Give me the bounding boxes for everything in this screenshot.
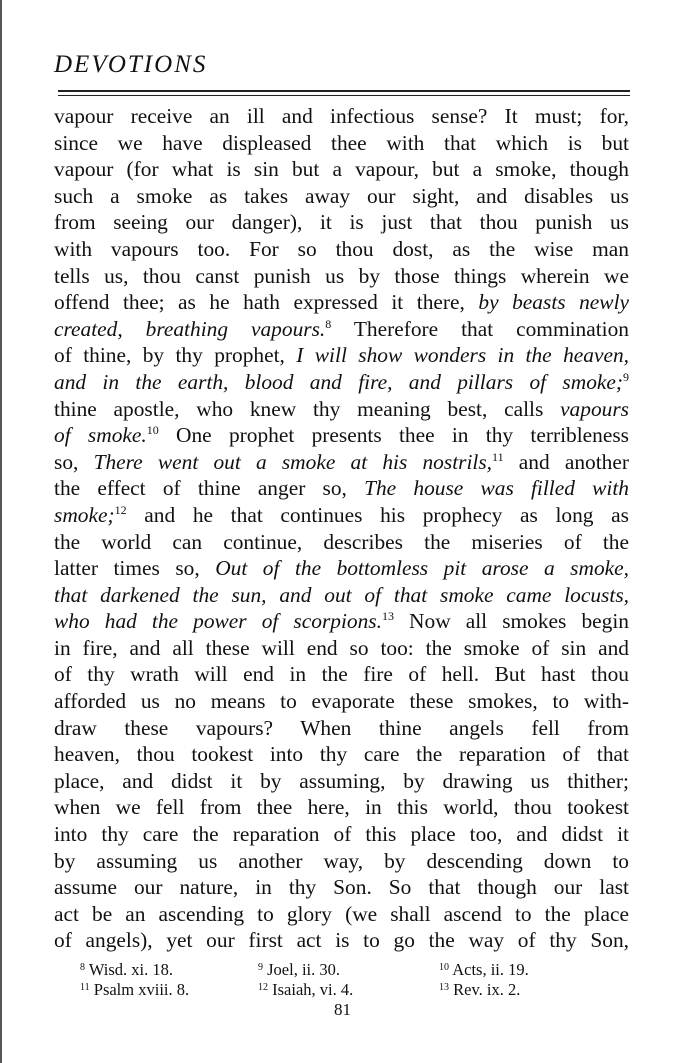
text-line	[54, 316, 629, 343]
page-number: 81	[334, 1000, 351, 1019]
text-line	[54, 608, 629, 635]
text-line: with vapours too. For so thou dost, as the wise man	[54, 236, 629, 261]
text-run: Therefore that commination	[331, 316, 629, 341]
footnote-row	[80, 960, 600, 980]
italic-run: vapours	[560, 396, 629, 421]
text-run: and he that continues his prophecy as long as	[126, 502, 629, 527]
text-line	[54, 369, 629, 396]
italic-run: created, breathing vapours.	[54, 316, 326, 341]
footnote-number: 9	[258, 962, 263, 973]
italic-run: who had the power of scorpions.	[54, 609, 382, 634]
footnote-text: Psalm xviii. 8.	[93, 980, 190, 999]
footnote-ref: 10	[146, 423, 159, 438]
footnote-ref: 8	[325, 316, 332, 331]
italic-run: The house was filled with	[364, 476, 629, 501]
text-line: since we have displeased thee with that which is but	[54, 130, 629, 155]
footnote-number: 13	[439, 982, 449, 993]
page-edge	[0, 0, 2, 1063]
footnote-text: Isaiah, vi. 4.	[272, 980, 354, 999]
text-line: from seeing our danger), it is just that thou punish us	[54, 210, 629, 235]
text-line: tells us, thou canst punish us by those things wherein we	[54, 263, 629, 288]
text-run: offend thee; as he hath expressed it there,	[54, 290, 479, 315]
text-run: so,	[54, 449, 94, 474]
text-line: vapour (for what is sin but a vapour, but a smoke, though	[54, 157, 629, 182]
footnote-text: Acts, ii. 19.	[452, 960, 529, 979]
footnote	[258, 960, 439, 980]
text-line	[54, 475, 629, 502]
body-text	[54, 103, 629, 954]
footnote-number: 10	[439, 962, 449, 973]
text-line: of angels), yet our first act is to go the way of thy Son,	[54, 928, 629, 953]
footnote-text: Joel, ii. 30.	[267, 960, 340, 979]
text-run: latter times so,	[54, 556, 216, 581]
text-line: that darkened the sun, and out of that smoke came locusts,	[54, 582, 629, 607]
text-line: draw these vapours? When thine angels fell from	[54, 715, 629, 740]
text-line: when we fell from thee here, in this world, thou tookest	[54, 795, 629, 820]
text-line	[54, 502, 629, 529]
header-rule-thin	[58, 95, 630, 96]
text-line	[54, 342, 629, 369]
text-run: Now all smokes begin	[393, 609, 629, 634]
running-head: DEVOTIONS	[54, 51, 208, 78]
text-line: by assuming us another way, by descending down to	[54, 848, 629, 873]
footnote-ref: 9	[623, 369, 629, 384]
text-run: of thine, by thy prophet,	[54, 343, 297, 368]
text-line	[54, 396, 629, 423]
text-line	[54, 422, 629, 449]
text-line: such a smoke as takes away our sight, and disables us	[54, 183, 629, 208]
text-run: One prophet presents thee in thy terribleness	[158, 423, 629, 448]
footnotes	[80, 960, 600, 1000]
text-run: and another	[503, 449, 629, 474]
footnote	[439, 980, 520, 1000]
text-line: vapour receive an ill and infectious sense? It must; for,	[54, 104, 629, 128]
italic-run: There went out a smoke at his nostrils,	[93, 449, 493, 474]
text-line: the world can continue, describes the miseries of the	[54, 529, 629, 554]
italic-run: I will show wonders in the heaven,	[296, 343, 629, 368]
footnote-ref: 13	[381, 609, 394, 624]
footnote-text: Rev. ix. 2.	[453, 980, 521, 999]
footnote-number: 12	[258, 982, 268, 993]
text-line: act be an ascending to glory (we shall ascend to the place	[54, 901, 629, 926]
text-line: of thy wrath will end in the fire of hell. But hast thou	[54, 662, 629, 687]
text-run: thine apostle, who knew thy meaning best, calls	[54, 396, 561, 421]
text-run: the effect of thine anger so,	[54, 476, 365, 501]
footnote-number: 8	[80, 962, 85, 973]
text-line	[54, 449, 629, 476]
footnote-ref: 11	[492, 449, 504, 464]
text-line: into thy care the reparation of this place too, and didst it	[54, 822, 629, 847]
footnote-row	[80, 980, 600, 1000]
footnote	[258, 980, 439, 1000]
text-line: in fire, and all these will end so too: the smoke of sin and	[54, 635, 629, 660]
italic-run: and in the earth, blood and fire, and pillars of smoke;	[54, 369, 623, 394]
italic-run: smoke;	[54, 502, 115, 527]
italic-run: Out of the bottomless pit arose a smoke,	[215, 556, 629, 581]
text-line: assume our nature, in thy Son. So that though our last	[54, 875, 629, 900]
text-line: afforded us no means to evaporate these smokes, to with-	[54, 689, 629, 714]
footnote-number: 11	[80, 982, 90, 993]
text-line: place, and didst it by assuming, by drawing us thither;	[54, 768, 629, 793]
italic-run: of smoke.	[54, 423, 147, 448]
italic-run: by beasts newly	[478, 290, 630, 315]
text-line: heaven, thou tookest into thy care the reparation of that	[54, 742, 629, 767]
footnote-text: Wisd. xi. 18.	[88, 960, 173, 979]
header-rule	[58, 90, 630, 92]
footnote	[80, 960, 258, 980]
footnote	[80, 980, 258, 1000]
footnote-ref: 12	[114, 502, 127, 517]
footnote	[439, 960, 529, 980]
text-line	[54, 289, 629, 316]
text-line	[54, 555, 629, 582]
